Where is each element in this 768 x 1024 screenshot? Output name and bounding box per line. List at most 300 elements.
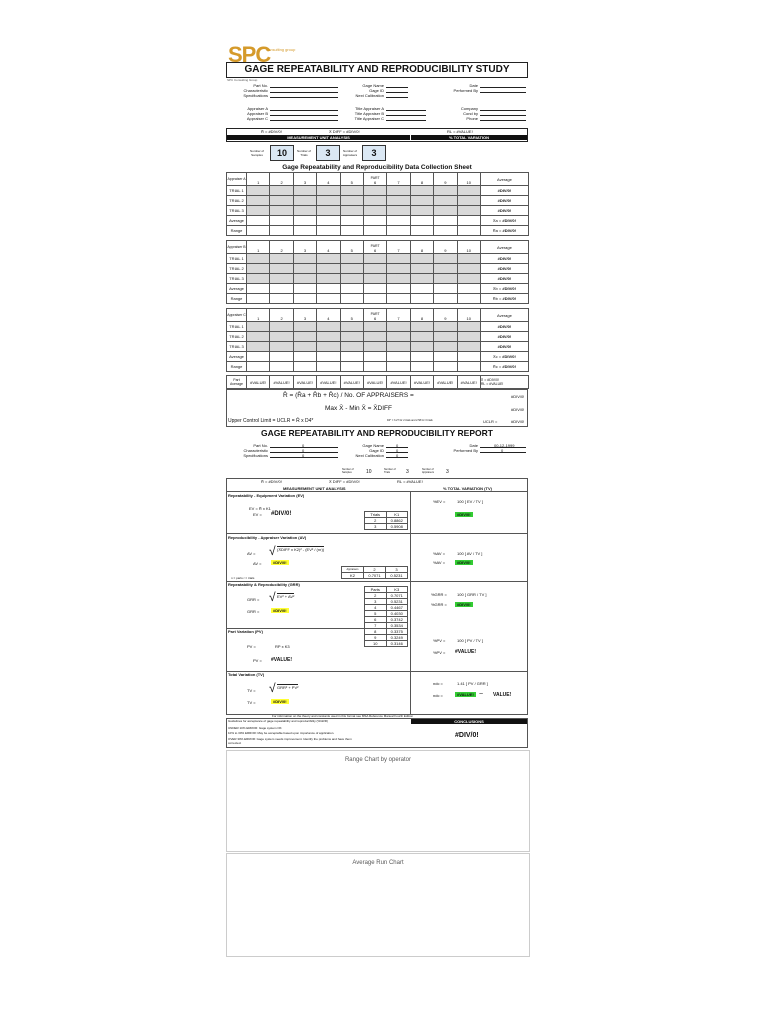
measurement-cell[interactable] (270, 342, 293, 352)
measurement-cell[interactable] (434, 264, 457, 274)
k2-cell: 0.5231 (386, 573, 408, 579)
k3-cell: 2 (365, 593, 387, 599)
measurement-cell[interactable] (434, 206, 457, 216)
report-next-cal-label: Next Calibration (355, 453, 384, 458)
measurement-cell (410, 294, 433, 304)
ppv2-label: %PV = (433, 650, 446, 655)
trial-average: #DIV/0! (497, 198, 512, 203)
measurement-cell (340, 362, 363, 372)
title-appraiser-b-field[interactable] (386, 115, 426, 116)
measurement-cell[interactable] (410, 332, 433, 342)
criteria-line-3: OVER 30% ERROR: Gage system needs improvement. Identify the problems and have them corrected. (228, 737, 352, 745)
measurement-cell[interactable] (363, 342, 386, 352)
part-col-number: 6 (374, 316, 377, 321)
ndc-value-2: VALUE! (493, 692, 512, 698)
cond-by-field[interactable] (480, 115, 526, 116)
pev-formula: 100 [ EV / TV ] (457, 499, 483, 504)
appraiser-name: Appraiser C (227, 309, 247, 322)
trial-average: #DIV/0! (497, 324, 512, 329)
n-trials-input[interactable]: 3 (316, 145, 340, 161)
measurement-cell[interactable] (293, 342, 316, 352)
part-col-header (340, 309, 363, 322)
row-summary (480, 206, 528, 216)
k3-cell: 0.3375 (386, 629, 408, 635)
phone-field[interactable] (480, 120, 526, 121)
range-chart-title: Range Chart by operator (344, 757, 412, 763)
measurement-cell[interactable] (434, 342, 457, 352)
measurement-cell (270, 294, 293, 304)
report-rbar: R̄ = #DIV/0! (261, 479, 282, 484)
k3-cell: 8 (365, 629, 387, 635)
measurement-cell[interactable] (363, 206, 386, 216)
report-analysis (226, 491, 528, 715)
measurement-cell (410, 362, 433, 372)
k1-cell: 0.5908 (386, 524, 408, 530)
measurement-cell (247, 216, 270, 226)
measurement-cell[interactable] (293, 332, 316, 342)
measurement-cell (340, 284, 363, 294)
part-col-header (270, 241, 293, 254)
part-average-cell: #VALUE! (293, 376, 316, 389)
row-summary (480, 196, 528, 206)
date-field[interactable] (480, 87, 526, 88)
rbar-label: R̄a = (492, 228, 502, 233)
measurement-cell[interactable] (270, 186, 293, 196)
measurement-cell[interactable] (363, 322, 386, 332)
measurement-cell[interactable] (457, 196, 480, 206)
measurement-cell (387, 284, 410, 294)
overall-xbar-label: X̄ = (480, 378, 487, 382)
measurement-cell[interactable] (387, 332, 410, 342)
characteristic-field[interactable] (270, 92, 338, 93)
study-setup (226, 143, 528, 163)
k3-cell: 6 (365, 617, 387, 623)
report-title: GAGE REPEATABILITY AND REPRODUCIBILITY REPORT (261, 428, 493, 438)
part-col-header (317, 309, 340, 322)
title-appraiser-c-field[interactable] (386, 120, 426, 121)
pgrr-label: %GRR = (431, 592, 447, 597)
measurement-cell[interactable] (317, 186, 340, 196)
measurement-cell[interactable] (247, 206, 270, 216)
report-performed-value: 0 (501, 448, 504, 453)
measurement-cell[interactable] (247, 322, 270, 332)
measurement-cell (293, 362, 316, 372)
part-col-header (457, 173, 480, 186)
report-gage-name-value: 0 (396, 443, 399, 448)
measurement-cell[interactable] (293, 186, 316, 196)
measurement-cell (340, 226, 363, 236)
measurement-cell[interactable] (363, 196, 386, 206)
measurement-cell (387, 216, 410, 226)
measurement-cell[interactable] (293, 274, 316, 284)
report-tv-header: % TOTAL VARIATION (TV) (443, 486, 492, 491)
measurement-cell (363, 352, 386, 362)
grr-label: GRR = (247, 609, 260, 614)
measurement-cell[interactable] (434, 186, 457, 196)
part-col-number: 7 (397, 180, 400, 185)
report-next-cal-value: 0 (396, 453, 399, 458)
report-performed-label: Performed By (453, 448, 478, 453)
measurement-cell[interactable] (340, 196, 363, 206)
measurement-cell[interactable] (363, 264, 386, 274)
k3-body (365, 593, 408, 647)
part-label: PART (370, 312, 380, 316)
appraiser-name: Appraiser B (227, 241, 247, 254)
trial-average: #DIV/0! (497, 208, 512, 213)
measurement-cell[interactable] (457, 254, 480, 264)
xdiff-formula-value: #DIV/0! (511, 407, 525, 412)
part-col-number: 7 (397, 248, 400, 253)
measurement-cell (387, 362, 410, 372)
measurement-cell[interactable] (317, 274, 340, 284)
part-average-cell: #VALUE! (270, 376, 293, 389)
appraiser-a-field[interactable] (270, 110, 338, 111)
rbar-value: #DIV/0! (502, 364, 516, 369)
part-average-cell: #VALUE! (387, 376, 410, 389)
measurement-cell[interactable] (317, 206, 340, 216)
title-appraiser-a-field[interactable] (386, 110, 426, 111)
row-summary (480, 332, 528, 342)
measurement-cell[interactable] (387, 254, 410, 264)
study-title-box (226, 62, 528, 78)
part-col-number: 10 (466, 316, 471, 321)
part-col-number: 1 (257, 248, 260, 253)
k1-head-cell: K1 (386, 512, 408, 518)
xbar-value: #DIV/0! (502, 286, 516, 291)
measurement-cell[interactable] (340, 274, 363, 284)
measurement-cell[interactable] (457, 322, 480, 332)
appraiser-b-field[interactable] (270, 115, 338, 116)
part-col-header (340, 241, 363, 254)
measurement-cell[interactable] (387, 186, 410, 196)
measurement-cell[interactable] (340, 264, 363, 274)
part-col-header (317, 173, 340, 186)
n-appraisers-label: Number of Appraisers (342, 149, 358, 157)
trial-average: #DIV/0! (497, 188, 512, 193)
gage-name-label: Gage Name (362, 83, 384, 88)
report-n-samples: 10 (366, 469, 372, 475)
measurement-cell[interactable] (387, 206, 410, 216)
pv-formula: PV = (247, 644, 256, 649)
row-summary (480, 226, 528, 236)
trial-average: #DIV/0! (497, 334, 512, 339)
measurement-cell (270, 216, 293, 226)
row-summary (480, 352, 528, 362)
measurement-cell[interactable] (317, 342, 340, 352)
measurement-cell[interactable] (247, 274, 270, 284)
tv-title: Total Variation (TV) (228, 672, 265, 677)
part-col-number: 6 (374, 180, 377, 185)
footnote: For information on the theory and constants used in this format see MSA Reference Manual Fourth Edition (272, 714, 414, 718)
av-sqrt-icon: √ (269, 544, 276, 558)
measurement-cell[interactable] (410, 322, 433, 332)
measurement-cell (247, 362, 270, 372)
measurement-cell[interactable] (434, 322, 457, 332)
performed-by-label: Performed By (453, 88, 478, 93)
report-n-appraisers-label: Number of Appraisers (422, 468, 434, 474)
measurement-cell[interactable] (270, 322, 293, 332)
xbar-label: X̄a = (492, 218, 502, 223)
measurement-cell (410, 352, 433, 362)
k2-table (341, 566, 408, 579)
measurement-cell (293, 284, 316, 294)
measurement-cell[interactable] (410, 274, 433, 284)
measurement-cell[interactable] (340, 322, 363, 332)
specifications-field[interactable] (270, 97, 338, 98)
part-col-header (293, 173, 316, 186)
part-label: PART (370, 244, 380, 248)
ppv-value: #VALUE! (455, 649, 477, 655)
measurement-cell (247, 226, 270, 236)
measurement-cell[interactable] (340, 254, 363, 264)
k3-cell: 0.7071 (386, 593, 408, 599)
row-summary (480, 264, 528, 274)
measurement-cell[interactable] (270, 332, 293, 342)
measurement-cell (434, 284, 457, 294)
measurement-cell[interactable] (247, 254, 270, 264)
measurement-cell[interactable] (247, 332, 270, 342)
measurement-cell[interactable] (317, 264, 340, 274)
characteristic-label: Characteristic (243, 88, 268, 93)
measurement-cell[interactable] (457, 332, 480, 342)
study-rbar: R̄ = #DIV/0! (261, 129, 282, 134)
measurement-cell[interactable] (434, 332, 457, 342)
measurement-cell (317, 216, 340, 226)
gage-name-field[interactable] (386, 87, 408, 88)
measurement-cell[interactable] (247, 186, 270, 196)
measurement-cell[interactable] (317, 332, 340, 342)
row-summary (480, 216, 528, 226)
measurement-cell[interactable] (457, 264, 480, 274)
measurement-cell[interactable] (434, 274, 457, 284)
av-label: AV = (253, 561, 262, 566)
ndc-label: ndc = (433, 681, 443, 686)
measurement-cell[interactable] (293, 254, 316, 264)
part-col-number: 10 (466, 180, 471, 185)
performed-by-field[interactable] (480, 92, 526, 93)
n-appraisers-input[interactable]: 3 (362, 145, 386, 161)
measurement-cell (270, 362, 293, 372)
k2-head-cell: Appraisers (342, 567, 364, 573)
measurement-cell (340, 294, 363, 304)
k3-head-cell: K3 (386, 587, 408, 593)
gage-id-field[interactable] (386, 92, 408, 93)
ev-formula: EV = R̄ x K1 (249, 506, 271, 511)
row-summary (480, 342, 528, 352)
row-summary (480, 294, 528, 304)
average-col-header: Average (480, 241, 528, 254)
k3-cell: 0.5231 (386, 599, 408, 605)
measurement-cell[interactable] (363, 274, 386, 284)
study-subtitle: SPC Consulting Group (227, 78, 258, 82)
measurement-cell[interactable] (247, 196, 270, 206)
measurement-cell (340, 352, 363, 362)
company-label: Company (460, 106, 478, 111)
measurement-cell[interactable] (270, 264, 293, 274)
report-n-trials: 3 (406, 469, 409, 475)
part-no-field[interactable] (270, 87, 338, 88)
ev-title: Repeatability - Equipment Variation (EV) (228, 493, 305, 498)
ppv-formula: 100 [ PV / TV ] (457, 638, 483, 643)
measurement-cell[interactable] (457, 274, 480, 284)
phone-label: Phone (466, 116, 478, 121)
part-col-header (457, 309, 480, 322)
k3-cell: 0.4030 (386, 611, 408, 617)
measurement-cell[interactable] (434, 196, 457, 206)
part-col-number: 8 (420, 180, 424, 185)
measurement-cell (457, 216, 480, 226)
average-col-header: Average (480, 309, 528, 322)
measurement-cell[interactable] (340, 186, 363, 196)
ucl-formula: Upper Control Limit = UCLR = R̄ x D4* (228, 418, 314, 424)
measurement-cell[interactable] (387, 342, 410, 352)
part-average-label: Part Average (227, 376, 247, 389)
part-col-number: 9 (444, 180, 447, 185)
logo-tag: consulting group (266, 47, 296, 52)
trial-average: #DIV/0! (497, 256, 512, 261)
logo-mark: SPC (228, 42, 271, 67)
measurement-cell (317, 352, 340, 362)
pgrr-value: #DIV/0! (457, 602, 471, 607)
xbar-label: X̄b = (492, 286, 502, 291)
measurement-cell[interactable] (270, 274, 293, 284)
rbar-label: R̄c = (492, 364, 502, 369)
rbar-value: #DIV/0! (502, 296, 517, 301)
av-sqrt-body: (X̄DIFF x K2)² - (EV² / (nr)) (277, 547, 325, 552)
measurement-cell[interactable] (293, 206, 316, 216)
formula-area (226, 389, 528, 427)
study-xdiff: X̄ DIFF = #DIV/0! (329, 129, 360, 134)
pgrr2-label: %GRR = (431, 602, 447, 607)
analysis-divider (410, 492, 411, 714)
sheet-title: Gage Repeatability and Reproducibility Data Collection Sheet (282, 164, 472, 171)
k3-table (364, 586, 408, 647)
measurement-cell[interactable] (387, 196, 410, 206)
measurement-cell[interactable] (457, 186, 480, 196)
measurement-cell[interactable] (363, 332, 386, 342)
measurement-cell[interactable] (387, 264, 410, 274)
measurement-cell[interactable] (387, 274, 410, 284)
ndc2-label: ndc = (433, 693, 443, 698)
av-formula: AV = (247, 551, 256, 556)
part-col-number: 8 (420, 248, 424, 253)
pav2-label: %AV = (433, 560, 446, 565)
report-gage-id-label: Gage ID (369, 448, 384, 453)
measurement-cell[interactable] (247, 264, 270, 274)
appraiser-c-label: Appraiser C (246, 116, 268, 121)
criteria-line-2: 10% to 30% ERROR: May be acceptable based upon importance of application. (228, 731, 335, 735)
measurement-cell[interactable] (457, 206, 480, 216)
measurement-cell (434, 294, 457, 304)
part-col-number: 10 (466, 248, 471, 253)
measurement-cell[interactable] (317, 322, 340, 332)
row-summary (480, 274, 528, 284)
pv-title: Part Variation (PV) (228, 629, 263, 634)
measurement-cell (363, 362, 386, 372)
measurement-cell[interactable] (410, 196, 433, 206)
study-header-fields (226, 82, 528, 128)
report-summary-row (226, 478, 528, 492)
ppv-label: %PV = (433, 638, 446, 643)
title-appraiser-c-label: Title Appraiser C (354, 116, 384, 121)
pv-value: #VALUE! (271, 657, 293, 663)
measurement-cell[interactable] (293, 196, 316, 206)
pev-label: %EV = (433, 499, 446, 504)
measurement-cell[interactable] (270, 196, 293, 206)
report-gage-id-value: 0 (396, 448, 399, 453)
measurement-cell[interactable] (457, 342, 480, 352)
part-label: PART (370, 176, 380, 180)
k3-cell: 0.3742 (386, 617, 408, 623)
k3-cell: 0.3146 (386, 641, 408, 647)
measurement-cell[interactable] (410, 342, 433, 352)
measurement-cell[interactable] (434, 254, 457, 264)
part-col-number: 3 (303, 248, 307, 253)
measurement-cell[interactable] (410, 254, 433, 264)
measurement-cell[interactable] (293, 322, 316, 332)
measurement-cell[interactable] (387, 322, 410, 332)
measurement-cell[interactable] (270, 254, 293, 264)
part-col-number: 3 (303, 316, 307, 321)
rl-value: #VALUE! (489, 382, 504, 386)
appraiser-c-field[interactable] (270, 120, 338, 121)
measurement-cell[interactable] (363, 254, 386, 264)
part-average-cell: #VALUE! (317, 376, 340, 389)
row-label: Range (227, 362, 247, 372)
xbar-value: #DIV/0! (502, 354, 516, 359)
measurement-cell[interactable] (410, 264, 433, 274)
measurement-cell[interactable] (317, 196, 340, 206)
part-col-number: 7 (397, 316, 400, 321)
measurement-cell[interactable] (340, 332, 363, 342)
part-col-header (434, 241, 457, 254)
ucl-value: #DIV/0! (511, 419, 525, 424)
measurement-cell[interactable] (293, 264, 316, 274)
measurement-cell[interactable] (247, 342, 270, 352)
study-tv-header: % TOTAL VARIATION (411, 135, 527, 140)
k2-cell: 0.7071 (364, 573, 386, 579)
part-col-number: 1 (257, 316, 260, 321)
part-average-cell: #VALUE! (363, 376, 386, 389)
next-calibration-label: Next Calibration (355, 93, 384, 98)
row-label: Average (227, 352, 247, 362)
report-part-no-value: 0 (302, 443, 305, 448)
n-samples-label: Number of Samples (249, 149, 264, 157)
measurement-cell (457, 284, 480, 294)
k2-head-cell: 2 (364, 567, 386, 573)
measurement-cell[interactable] (317, 254, 340, 264)
row-label: TRIAL 3 (227, 206, 247, 216)
measurement-cell[interactable] (410, 206, 433, 216)
measurement-cell (270, 284, 293, 294)
measurement-cell[interactable] (340, 206, 363, 216)
measurement-cell (317, 226, 340, 236)
appraiser-name: Appraiser A (227, 173, 247, 186)
measurement-cell[interactable] (410, 186, 433, 196)
next-calibration-field[interactable] (386, 97, 408, 98)
report-header (226, 442, 528, 478)
part-col-number: 5 (350, 316, 353, 321)
part-col-number: 4 (327, 180, 330, 185)
company-field[interactable] (480, 110, 526, 111)
measurement-cell[interactable] (340, 342, 363, 352)
row-label: TRIAL 1 (227, 322, 247, 332)
n-samples-input[interactable]: 10 (270, 145, 294, 161)
part-average-cell: #VALUE! (410, 376, 433, 389)
measurement-cell[interactable] (270, 206, 293, 216)
k1-table (364, 511, 408, 530)
measurement-cell[interactable] (363, 186, 386, 196)
